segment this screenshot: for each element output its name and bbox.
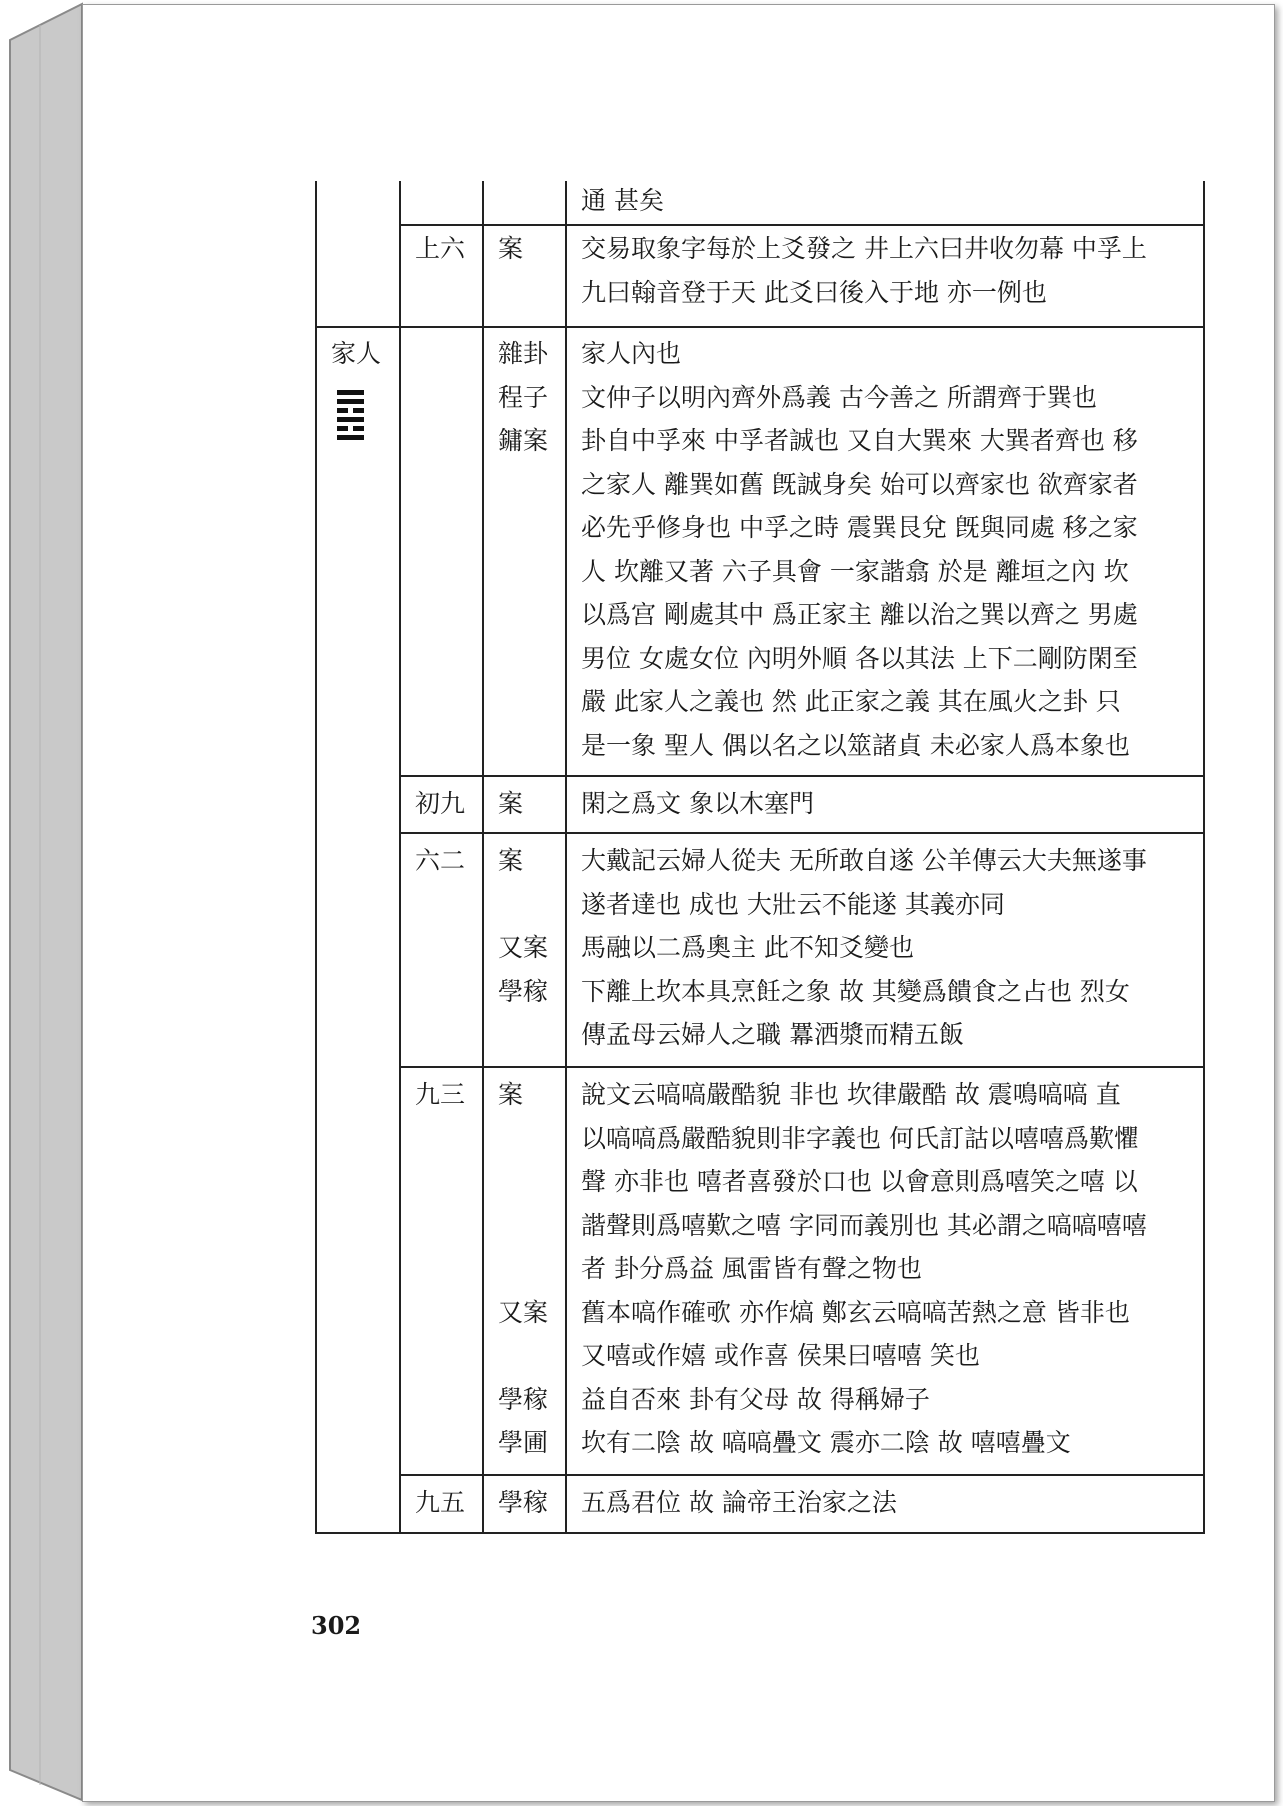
commentary-labels: 案 又案 學稼 — [498, 846, 549, 1006]
commentary-text: 五爲君位 故 論帝王治家之法 — [581, 1488, 897, 1517]
line-label-chujiu: 初九 — [415, 789, 466, 818]
commentary-text: 大戴記云婦人從夫 无所敢自遂 公羊傳云大夫無遂事 遂者達也 成也 大壯云不能遂 其義亦同 馬融以二爲奧主 此不知爻變也 下離上坎本具烹飪之象 故 其變爲饋食之占也 烈女 傳孟母云婦人之職 羃洒漿而精五飯 — [581, 846, 1147, 1049]
row-divider — [399, 832, 1203, 834]
column-divider — [565, 181, 567, 1532]
hexagram-name: 家人 — [331, 339, 382, 368]
commentary-text: 說文云嗃嗃嚴酷貌 非也 坎律嚴酷 故 震鳴嗃嗃 直 以嗃嗃爲嚴酷貌則非字義也 何氏訂詁以嘻嘻爲歎懼 聲 亦非也 嘻者喜發於口也 以會意則爲嘻笑之嘻 以 諧聲則爲嘻歎之嘻 字同而義別也 其必謂之嗃嗃嘻嘻 者 卦分爲益 風雷皆有聲之物也 舊本嗃作確㰤 亦作熇 鄭玄云嗃嗃苦熱之意 皆非也 又嘻或作嬉 或作喜 侯果曰嘻嘻 笑也 益自否來 卦有父母 故 得稱婦子 坎有二陰 故 嗃嗃疊文 震亦二陰 故 嘻嘻疊文 — [581, 1080, 1147, 1457]
line-label-shangliu: 上六 — [415, 234, 466, 263]
column-divider — [399, 181, 401, 1532]
row-divider — [399, 1474, 1203, 1476]
commentary-labels: 案 又案 學稼 學圃 — [498, 1080, 549, 1457]
yang-line — [337, 435, 364, 440]
commentary-label: 學稼 — [498, 1488, 549, 1517]
commentary-labels: 雜卦 程子 鏞案 — [498, 339, 549, 455]
row-divider — [399, 775, 1203, 777]
book-page — [82, 4, 1275, 1802]
commentary-label: 案 — [498, 234, 524, 263]
hexagram-jiaren-icon — [337, 390, 364, 444]
annotation-table — [315, 181, 1205, 1534]
line-label-liuer: 六二 — [415, 846, 466, 875]
row-divider — [399, 224, 1203, 226]
commentary-text: 家人內也 文仲子以明內齊外爲義 古今善之 所謂齊于巽也 卦自中孚來 中孚者誠也 又自大巽來 大巽者齊也 移 之家人 離巽如舊 旣誠身矣 始可以齊家也 欲齊家者 必先乎修身也 中孚之時 震巽艮兌 旣與同處 移之家 人 坎離又著 六子具會 一家諧翕 於是 離垣之內 坎 以爲宫 剛處其中 爲正家主 離以治之巽以齊之 男處 男位 女處女位 內明外順 各以其法 上下二剛防閑至 嚴 此家人之義也 然 此正家之義 其在風火之卦 只 是一象 聖人 偶以名之以筮諸貞 未必家人爲本象也 — [581, 339, 1138, 760]
line-label-jiusan: 九三 — [415, 1080, 466, 1109]
commentary-text: 交易取象字每於上爻發之 井上六曰井收勿幕 中孚上 九曰翰音登于天 此爻曰後入于地 亦一例也 — [581, 234, 1147, 307]
yang-line — [337, 417, 364, 422]
yin-line — [337, 426, 364, 431]
column-divider — [482, 181, 484, 1532]
yang-line — [337, 390, 364, 395]
continuation-text: 通 甚矣 — [581, 186, 664, 215]
yin-line — [337, 408, 364, 413]
commentary-label: 案 — [498, 789, 524, 818]
row-divider — [399, 1066, 1203, 1068]
yang-line — [337, 399, 364, 404]
commentary-text: 閑之爲文 象以木塞門 — [581, 789, 814, 818]
line-label-jiuwu: 九五 — [415, 1488, 466, 1517]
row-divider — [317, 326, 1203, 328]
page-number: 302 — [311, 1611, 362, 1640]
